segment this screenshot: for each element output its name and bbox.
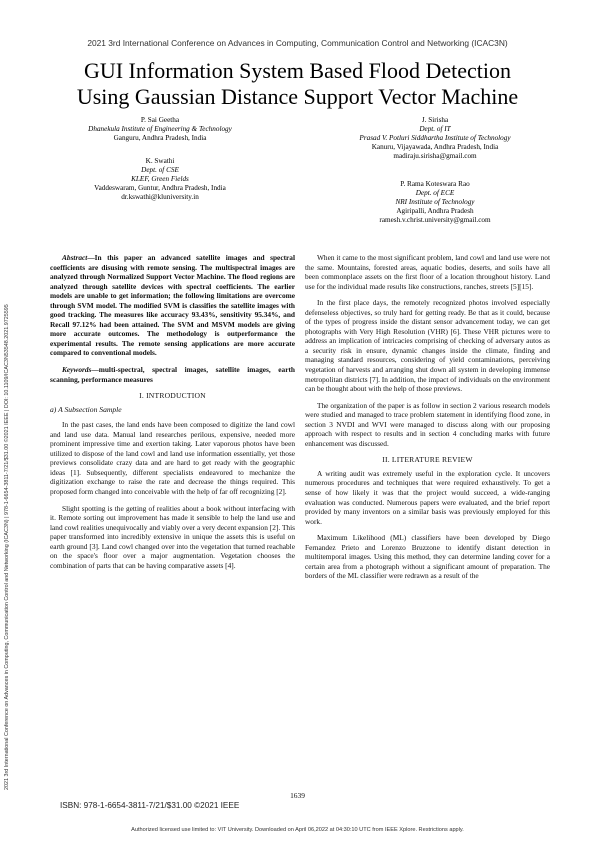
author-name: K. Swathi xyxy=(145,157,175,165)
section-heading-introduction: I. INTRODUCTION xyxy=(139,391,206,401)
author-4 xyxy=(335,180,535,225)
keywords-lead: Keywords xyxy=(62,365,92,375)
keywords xyxy=(50,365,295,384)
author-affiliation: Prasad V. Potluri Siddhartha Institute of Technology xyxy=(359,134,511,142)
body-paragraph: Maximum Likelihood (ML) classifiers have been developed by Diego Fernandez Prieto and Lorenzo Bruzzone to identify distant detection in multitemporal images. Using this method, they can determine landing cover for a certain area from a photograph without a significant amount of preparation. The borders of the ML classifier were redrawn as a result of the xyxy=(305,533,550,581)
author-affiliation: KLEF, Green Fields xyxy=(131,175,189,183)
body-paragraph: Slight spotting is the getting of realities about a book without interfacing with it. Remote sorting out improvement has made it sensible to help the land use and land cowl realities unequivocally and viably over a very decent expansion [2]. This paper transformed into incredibly extensive in unique the assets this is useful on earth ground [3]. Land cowl changed over into the vegetation that turned reachable on the space's floor over a major augmentation. Vegetation chooses the combination of parts that can be having comparative assets [4]. xyxy=(50,503,295,570)
body-paragraph: In the first place days, the remotely recognized photos involved especially defenseless objectives, so truly hard for getting ready. Be that as it could, because of the types of progress inside the distant sensor advancement today, we can get photographs with Very High Resolution (VHR) [6]. These VHR pictures were to address an implication of intricacies comprising of checking of adversary autos as a security risk in ensure, dynamic changes inside the climate, finding and managing standard resources, considering of yield contaminations, perceiving vegetation of harvests and arranging shut down all system in developing immense metropolitan districts [7]. In addition, the impact of individuals on the environment can be thought about with the help of those previews. xyxy=(305,298,550,394)
license-footer: Authorized licensed use limited to: VIT University. Downloaded on April 06,2022 at 04:30:10 UTC from IEEE Xplore. Restrictions apply. xyxy=(131,827,464,833)
title-line-1: GUI Information System Based Flood Detection xyxy=(83,58,512,83)
isbn-footer: ISBN: 978-1-6654-3811-7/21/$31.00 ©2021 IEEE xyxy=(60,801,240,810)
title-line-2: Using Gaussian Distance Support Vector Machine xyxy=(76,84,519,109)
abstract xyxy=(50,253,295,358)
left-column xyxy=(50,253,295,577)
section-heading-literature-review: II. LITERATURE REVIEW xyxy=(382,455,473,465)
author-dept: Dept. of IT xyxy=(419,125,451,133)
body-paragraph: A writing audit was extremely useful in the exploration cycle. It uncovers numerous procedures and techniques that were required exhaustively. To get a sense of how likely it was that the project would succeed, a wide-ranging evaluation was conducted. Numerous papers were evaluated, and the brief report provided by many inventors on a similar basis was previously employed for this work. xyxy=(305,468,550,526)
author-affiliation: NRI Institute of Technology xyxy=(395,198,475,206)
conference-header: 2021 3rd International Conference on Advances in Computing, Communication Control and Networking (ICAC3N) xyxy=(87,38,508,48)
author-dept: Dept. of ECE xyxy=(415,189,455,197)
right-column xyxy=(305,253,550,588)
page-number: 1639 xyxy=(290,791,305,800)
author-address: Ganguru, Andhra Pradesh, India xyxy=(113,134,207,142)
abstract-text: —In this paper an advanced satellite images and spectral coefficients are disusing with remote sensing. The multispectral images are analyzed through Normalized Support Vector Machine. The flood regions are analyzed through satellite devices with spectral coefficients. The earlier models are unable to get information; the following limitations are overcome through SVM model. The modified SVM is classifies the satellite images with good tracking. The measures like accuracy 93.43%, sensitivity 95.34%, and Recall 97.12% had been attained. The SVM and MSVM models are giving more accurate outcomes. The methodology is outperformance the experimental results. The remote sensing applications are more accurate compared to conventional models. xyxy=(50,253,295,358)
author-address: Agiripalli, Andhra Pradesh xyxy=(396,207,474,215)
author-affiliation: Dhanekula Institute of Engineering & Technology xyxy=(88,125,232,133)
abstract-lead: Abstract xyxy=(62,253,88,262)
author-name: J. Sirisha xyxy=(421,116,449,124)
author-email: dr.kswathi@kluniversity.in xyxy=(121,193,199,201)
paper-title xyxy=(40,58,555,110)
body-paragraph: When it came to the most significant problem, land cowl and land use were not the same. Mountains, forested areas, aquatic bodies, deserts, and soils have all been commonplace assets on the first floor of a location throughout history. Land use for the individual made results like constructions, ranches, streets [5][15]. xyxy=(305,253,550,291)
body-paragraph: The organization of the paper is as follow in section 2 various research models were studied and managed to trace problem statement in identifying flood zone, in section 3 NVDI and WVI were managed to discuss along with our proposing approach with respect to results and in section 4 concluding marks with future enhancement was discussed. xyxy=(305,400,550,448)
author-1 xyxy=(60,116,260,143)
side-note xyxy=(4,90,14,790)
body-paragraph: In the past cases, the land ends have been composed to digitize the land cowl and land use data. Manual land researches perilous, expensive, needed more prominent impressive time and exertion taking. Later vaporous photos have been utilized to dispose of the land cowl and land use information essentially, yet those previews consolidate crazy data and are hard to get ready with the geographic ideas [1]. Subsequently, different specialists endeavored to mechanize the digitization exchange to raise the rate and decrease the things required. This proposed form changed into conceivable with the help of far off recognizing [2]. xyxy=(50,420,295,497)
author-3 xyxy=(60,157,260,202)
author-email: madiraju.sirisha@gmail.com xyxy=(393,152,477,160)
keywords-text: —multi-spectral, spectral images, satellite images, earth scanning, performance measures xyxy=(50,365,295,384)
author-dept: Dept. of CSE xyxy=(141,166,179,174)
author-2 xyxy=(335,116,535,161)
author-email: ramesh.v.christ.university@gmail.com xyxy=(379,216,491,224)
author-name: P. Sai Geetha xyxy=(140,116,180,124)
author-address: Vaddeswaram, Guntur, Andhra Pradesh, India xyxy=(94,184,226,192)
side-note-text: 2021 3rd International Conference on Advances in Computing, Communication Control and Networking (ICAC3N) | 978-1-6654-3811-7/21/$31.00 ©2021 IEEE | DOI: 10.1109/ICAC3N53548.2021.9725595 xyxy=(4,304,10,790)
author-name: P. Rama Koteswara Rao xyxy=(400,180,470,188)
subsection-heading: a) A Subsection Sample xyxy=(50,404,122,414)
author-address: Kanuru, Vijayawada, Andhra Pradesh, India xyxy=(371,143,499,151)
